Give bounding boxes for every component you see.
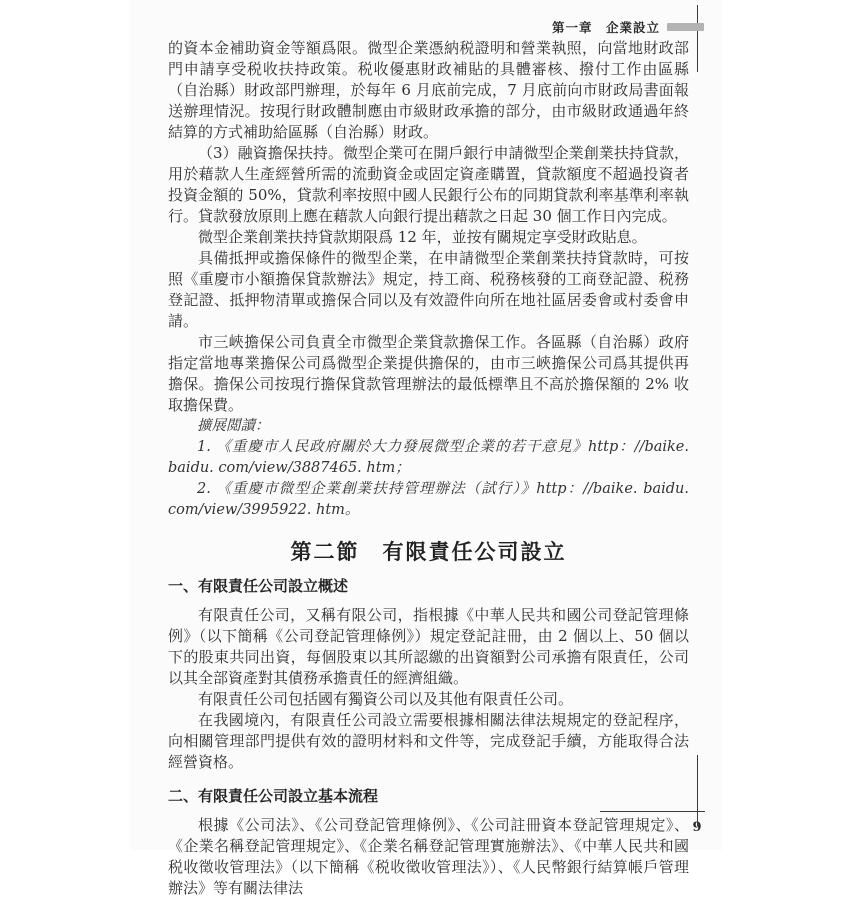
chapter-title: 第一章 企業設立: [551, 20, 660, 35]
extended-reading-item: 1. 《重慶市人民政府關於大力發展微型企業的若干意見》http：//baike. baidu. com/view/3887465. htm；: [168, 439, 689, 476]
subsection-heading-1: 一、有限責任公司設立概述: [168, 577, 349, 595]
paragraph: 微型企業創業扶持貸款期限爲 12 年，並按有關規定享受財政貼息。: [198, 228, 647, 246]
paragraph: 有限責任公司包括國有獨資公司以及其他有限責任公司。: [198, 690, 574, 708]
crop-mark-bottom-right-vertical: [697, 755, 698, 826]
paragraph: 在我國境內，有限責任公司設立需要根據相關法律法規規定的登記程序，向相關管理部門提供有效的證明材料和文件等，完成登記手續，方能取得合法經營資格。: [168, 711, 689, 771]
page-text-column: [168, 38, 689, 899]
paragraph: （3）融資擔保扶持。微型企業可在開戶銀行申請微型企業創業扶持貸款，用於藉款人生產經營所需的流動資金或固定資產購置，貸款額度不超過投資者投資金額的 50%，貸款利率按照中國人民銀行公布的同期貸款利率基準利率執行。貸款發放原則上應在藉款人向銀行提出藉款之日起 30 個工作日內完成。: [168, 144, 689, 225]
paragraph: 市三峽擔保公司負責全市微型企業貸款擔保工作。各區縣（自治縣）政府指定當地專業擔保公司爲微型企業提供擔保的，由市三峽擔保公司爲其提供再擔保。擔保公司按現行擔保貸款管理辦法的最低標準且不高於擔保額的 2% 收取擔保費。: [168, 333, 689, 414]
running-header: [168, 18, 704, 36]
crop-mark-top-right-vertical: [697, 5, 698, 72]
header-decoration-bar: [667, 23, 704, 31]
extended-reading-label: 擴展閲讀：: [197, 418, 270, 434]
subsection-heading-2: 二、有限責任公司設立基本流程: [168, 787, 379, 805]
paragraph: 有限責任公司，又稱有限公司，指根據《中華人民共和國公司登記管理條例》（以下簡稱《公司登記管理條例》）規定登記註冊，由 2 個以上、50 個以下的股東共同出資，每個股東以其所認繳的出資額對公司承擔有限責任，公司以其全部資產對其債務承擔責任的經濟組織。: [168, 606, 689, 687]
page-number: 9: [692, 820, 702, 835]
paragraph: 的資本金補助資金等額爲限。微型企業憑納税證明和營業執照，向當地財政部門申請享受税收扶持政策。税收優惠財政補貼的具體審核、撥付工作由區縣（自治縣）財政部門辦理，於每年 6 月底前完成，7 月底前向市財政局書面報送辦理情況。按現行財政體制應由市級財政承擔的部分，由市級財政通過年終結算的方式補助給區縣（自治縣）財政。: [168, 39, 689, 141]
paragraph: 根據《公司法》、《公司登記管理條例》、《公司註冊資本登記管理規定》、《企業名稱登記管理規定》、《企業名稱登記管理實施辦法》、《中華人民共和國税收徵收管理法》（以下簡稱《税收徵收管理法》）、《人民幣銀行結算帳戶管理辦法》等有關法律法: [168, 816, 689, 897]
section-heading: 第二節 有限責任公司設立: [290, 539, 567, 564]
extended-reading-item: 2. 《重慶市微型企業創業扶持管理辦法（試行）》http：//baike. baidu. com/view/3995922. htm。: [168, 481, 689, 518]
paragraph: 具備抵押或擔保條件的微型企業，在申請微型企業創業扶持貸款時，可按照《重慶市小額擔保貸款辦法》規定，持工商、税務核發的工商登記證、税務登記證、抵押物清單或擔保合同以及有效證件向所在地社區居委會或村委會申請。: [168, 249, 689, 330]
